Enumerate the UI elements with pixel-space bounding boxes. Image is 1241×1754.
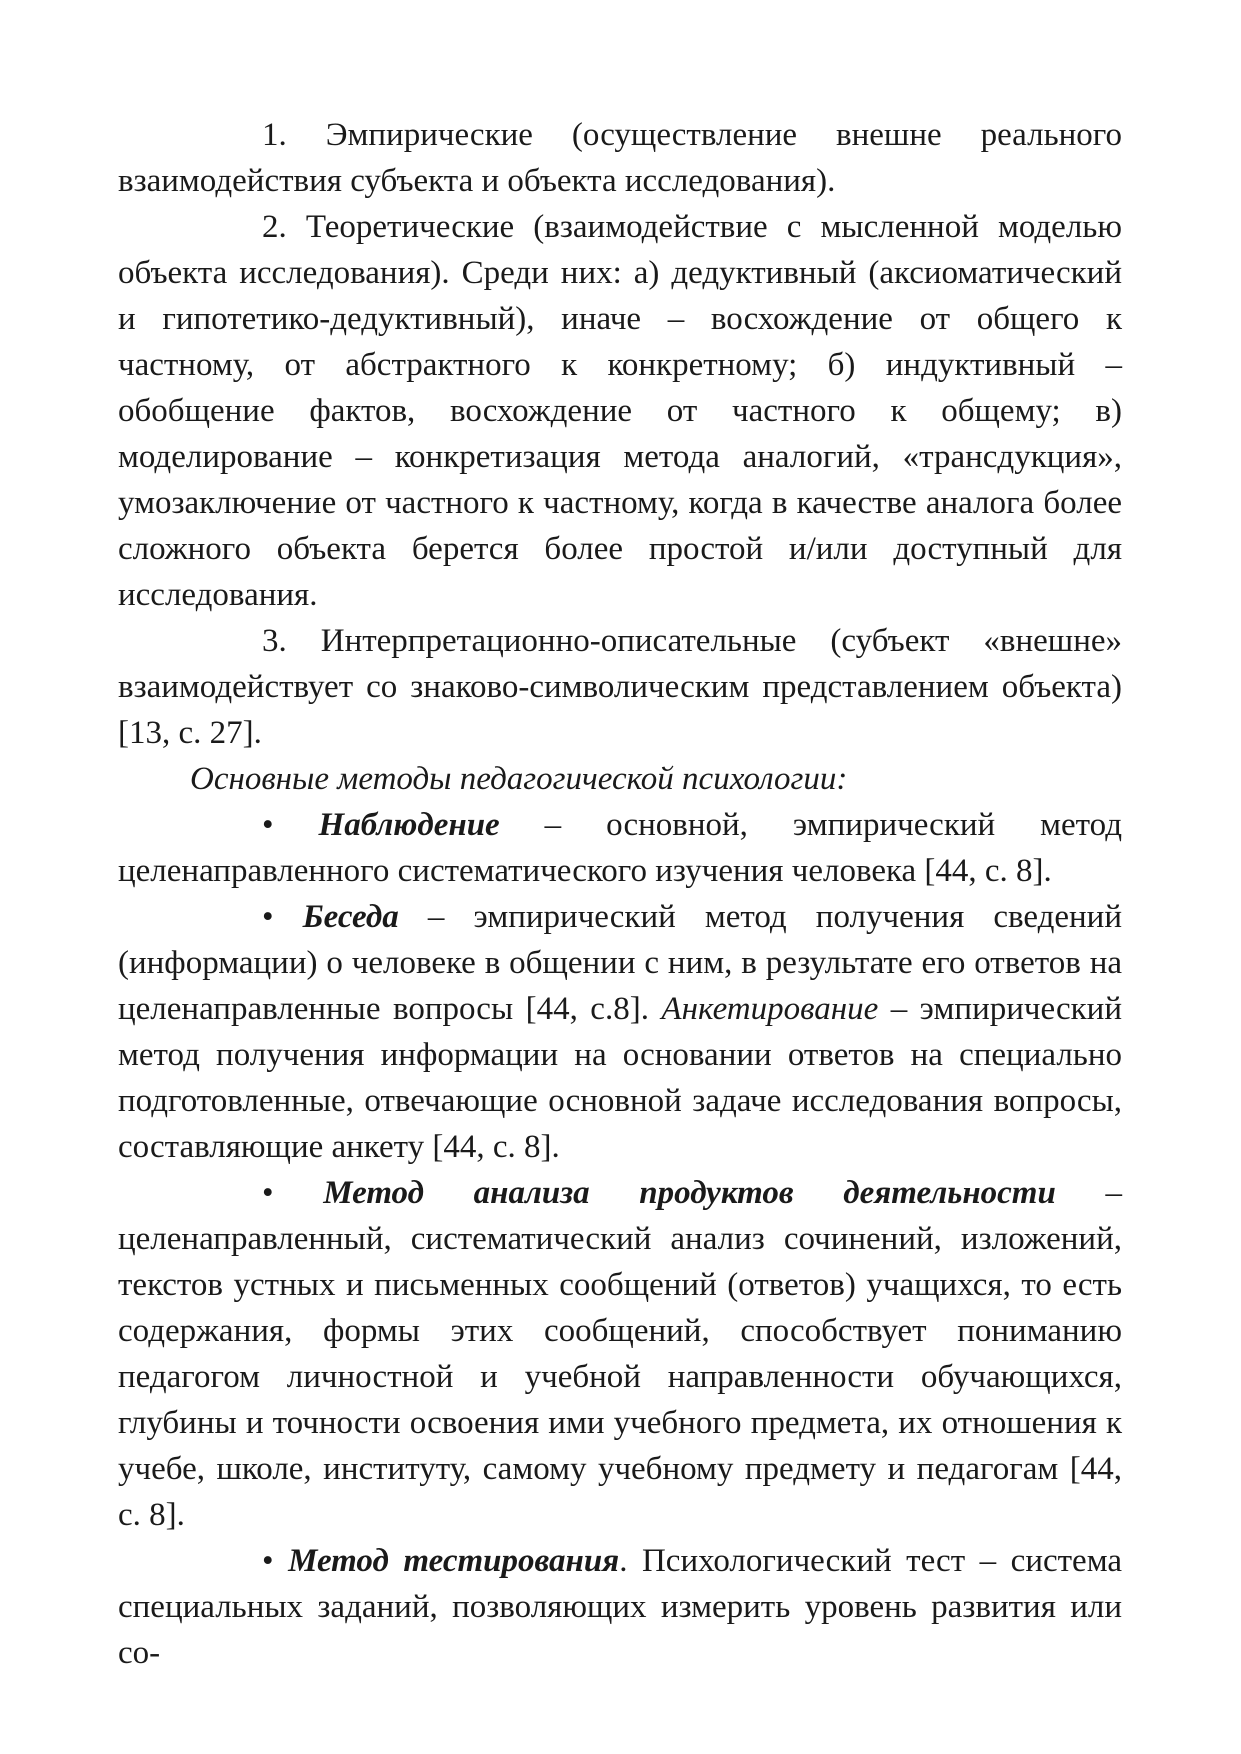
section-heading: Основные методы педагогической психологии: [190,761,848,797]
bullet-text: – эмпирический метод получения сведений (информации) о человеке в общении с ним, в результате его ответов на целенаправленные вопросы [44, с.8]. [118,899,1123,1027]
document-page [118,112,1122,1676]
term-questionnaire: Анкетирование [661,991,879,1027]
bullet-product-analysis [118,1170,1122,1538]
bullet-observation [118,802,1122,894]
bullet-text: . Психологический тест – система специальных заданий, позволяющих измерить уровень развития или со- [118,1543,1123,1671]
list-number: 1. [262,117,287,153]
paragraph-text: Интерпретационно-описательные (субъект «внешне» взаимодействует со знаково-символическим представлением объекта) [13, с. 27]. [118,623,1122,751]
bullet-icon: • [262,1543,274,1579]
paragraph-theoretical [118,204,1122,618]
bullet-testing [118,1538,1122,1676]
paragraph-interpretive [118,618,1122,756]
bullet-conversation [118,894,1122,1170]
list-number: 3. [262,623,287,659]
bullet-text: – эмпирический метод получения информации на основании ответов на специально подготовленные, отвечающие основной задаче исследования вопросы, составляющие анкету [44, с. 8]. [118,991,1122,1165]
bullet-text: – основной, эмпирический метод целенаправленного систематического изучения человека [44, с. 8]. [118,807,1122,889]
bullet-icon: • [262,899,274,935]
term-observation: Наблюдение [318,807,500,843]
term-product-analysis: Метод анализа продуктов деятельности [323,1175,1056,1211]
list-number: 2. [262,209,287,245]
term-testing: Метод тестирования [288,1543,620,1579]
bullet-icon: • [262,807,274,843]
paragraph-text: Теоретические (взаимодействие с мысленной моделью объекта исследования). Среди них: а) дедуктивный (аксиоматический и гипотетико-дедуктивный), иначе – восхождение от общего к частному, от абстрактного к конкретному; б) индуктивный – обобщение фактов, восхождение от частного к общему; в) моделирование – конкретизация метода аналогий, «трансдукция», умозаключение от частного к частному, когда в качестве аналога более сложного объекта берется более простой и/или доступный для исследования. [118,209,1122,613]
term-conversation: Беседа [302,899,399,935]
bullet-icon: • [262,1175,274,1211]
bullet-text: – целенаправленный, систематический анализ сочинений, изложений, текстов устных и письменных сообщений (ответов) учащихся, то есть содержания, формы этих сообщений, способствует пониманию педагогом личностной и учебной направленности обучающихся, глубины и точности освоения ими учебного предмета, их отношения к учебе, школе, институту, самому учебному предмету и педагогам [44, с. 8]. [118,1175,1123,1533]
paragraph-empirical [118,112,1122,204]
paragraph-text: Эмпирические (осуществление внешне реального взаимодействия субъекта и объекта исследования). [118,117,1122,199]
